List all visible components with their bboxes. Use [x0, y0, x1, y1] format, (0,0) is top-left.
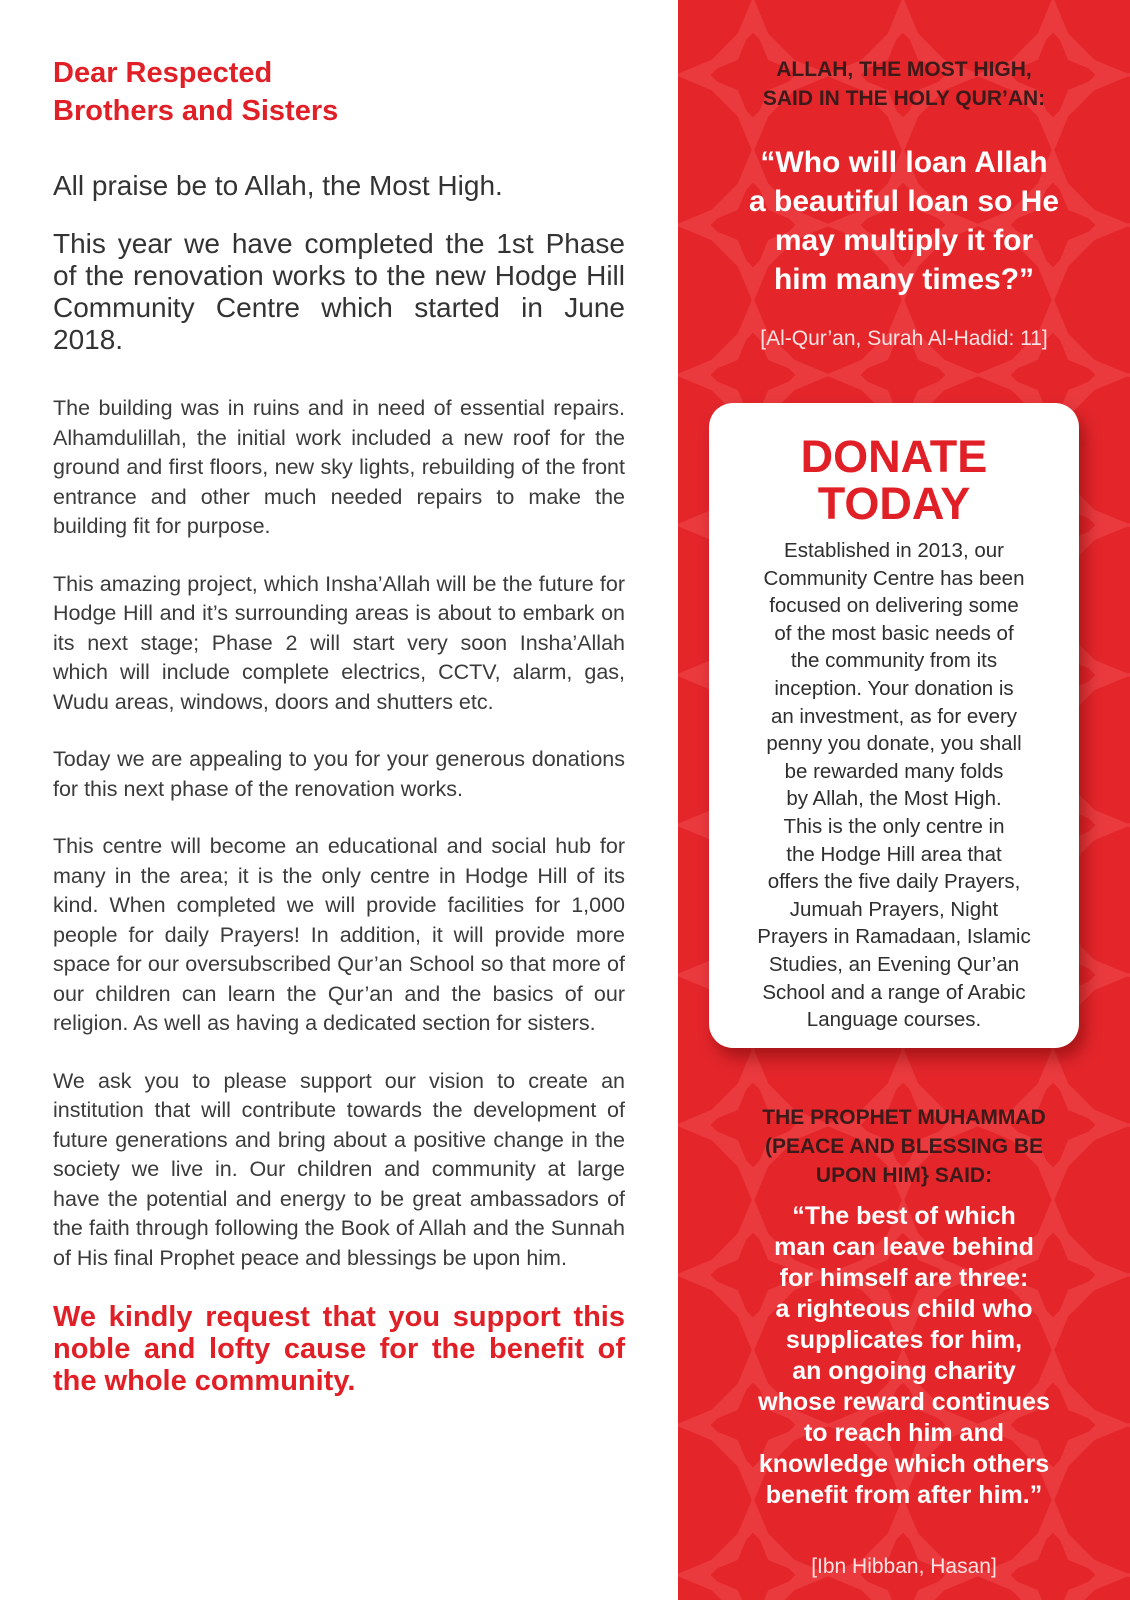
donate-text-line: Prayers in Ramadaan, Islamic [757, 925, 1031, 949]
quran-quote-line: him many times?” [773, 263, 1035, 296]
closing-request: We kindly request that you support this noble and lofty cause for the benefit of the whole community. [53, 1301, 625, 1397]
quran-quote [678, 143, 1130, 299]
hadith-quote-line: supplicates for him, [785, 1326, 1023, 1354]
donate-today-card [709, 403, 1079, 1048]
donate-text-line: by Allah, the Most High. [786, 787, 1002, 811]
donate-text-line: an investment, as for every [770, 704, 1018, 728]
letter-body [53, 54, 625, 1397]
donate-title [709, 433, 1079, 527]
donate-text-line: of the most basic needs of [774, 621, 1014, 645]
donate-text-line: Established in 2013, our [784, 539, 1004, 562]
quran-quote-line: may multiply it for [774, 224, 1034, 257]
donate-text-line: School and a range of Arabic [762, 980, 1026, 1004]
hadith-heading-line: (PEACE AND BLESSING BE [764, 1135, 1044, 1158]
lead-praise: All praise be to Allah, the Most High. [53, 170, 503, 201]
quran-reference: [Al-Qur’an, Surah Al-Hadid: 11] [760, 327, 1048, 350]
hadith-quote-line: a righteous child who [775, 1295, 1033, 1323]
hadith-quote-line: whose reward continues [758, 1388, 1050, 1416]
donate-text-line: Studies, an Evening Qur’an [768, 952, 1020, 976]
donate-text-line: offers the five daily Prayers, [767, 870, 1021, 894]
sidebar-panel [678, 0, 1130, 1600]
donate-description [719, 537, 1069, 1034]
paragraph-building: The building was in ruins and in need of essential repairs. Alhamdulillah, the initial work included a new roof for the ground and first floors, new sky lights, rebuilding of the front entrance and other much needed repairs to make the building fit for purpose. [53, 396, 625, 538]
quran-heading-line-2: SAID IN THE HOLY QUR’AN: [762, 87, 1046, 110]
hadith-reference: [Ibn Hibban, Hasan] [811, 1555, 997, 1578]
donate-text-line: penny you donate, you shall [766, 732, 1022, 756]
hadith-quote-line: benefit from after him.” [765, 1481, 1043, 1509]
hadith-quote [678, 1201, 1130, 1511]
hadith-heading-line: THE PROPHET MUHAMMAD [762, 1106, 1046, 1129]
lead-phase-complete: This year we have completed the 1st Phase of the renovation works to the new Hodge Hill Community Centre which started in June 2018. [53, 228, 625, 355]
paragraph-project: This amazing project, which Insha’Allah will be the future for Hodge Hill and it’s surrounding areas is about to embark on its next stage; Phase 2 will start very soon Insha’Allah which will include complete electrics, CCTV, alarm, gas, Wudu areas, windows, doors and shutters etc. [53, 571, 625, 714]
hadith-heading [678, 1103, 1130, 1190]
donate-text-line: be rewarded many folds [784, 759, 1004, 783]
donate-text-line: inception. Your donation is [774, 676, 1014, 700]
donate-text-line: Language courses. [806, 1008, 982, 1032]
hadith-quote-line: an ongoing charity [792, 1357, 1016, 1385]
paragraph-vision: We ask you to please support our vision to create an institution that will contribute towards the development of future generations and bring about a positive change in the society we live in. Our children and community at large have the potential and energy to be great ambassadors of the faith through following the Book of Allah and the Sunnah of His final Prophet peace and blessings be upon him. [53, 1068, 625, 1270]
hadith-quote-line: “The best of which [792, 1202, 1016, 1230]
hadith-quote-line: to reach him and [803, 1419, 1005, 1447]
hadith-quote-line: man can leave behind [774, 1233, 1034, 1261]
quran-heading [678, 55, 1130, 113]
paragraph-centre: This centre will become an educational and social hub for many in the area; it is the only centre in Hodge Hill of its kind. When completed we will provide facilities for 1,000 people for daily Prayers! In addition, it will provide more space for our oversubscribed Qur’an School so that more of our children can learn the Qur’an and the basics of our religion. As well as having a dedicated section for sisters. [53, 834, 625, 1035]
hadith-heading-line: UPON HIM} SAID: [815, 1164, 993, 1187]
paragraph-appeal: Today we are appealing to you for your generous donations for this next phase of the renovation works. [53, 747, 625, 801]
donate-title-line-2: TODAY [817, 478, 971, 529]
greeting-line-1: Dear Respected [53, 57, 273, 89]
greeting-line-2: Brothers and Sisters [53, 95, 339, 127]
hadith-quote-line: for himself are three: [779, 1264, 1029, 1292]
letter-greeting [53, 54, 625, 130]
quran-quote-line: “Who will loan Allah [760, 146, 1048, 179]
donate-text-line: Community Centre has been [763, 566, 1025, 590]
donate-text-line: the community from its [790, 649, 998, 673]
hadith-quote-line: knowledge which others [758, 1450, 1050, 1478]
donate-title-line-1: DONATE [800, 431, 988, 482]
donate-text-line: This is the only centre in [783, 814, 1005, 838]
quran-heading-line-1: ALLAH, THE MOST HIGH, [776, 58, 1032, 81]
quran-quote-line: a beautiful loan so He [748, 185, 1060, 218]
donate-text-line: Jumuah Prayers, Night [789, 897, 999, 921]
donate-text-line: the Hodge Hill area that [786, 842, 1002, 866]
donate-text-line: focused on delivering some [769, 594, 1019, 618]
